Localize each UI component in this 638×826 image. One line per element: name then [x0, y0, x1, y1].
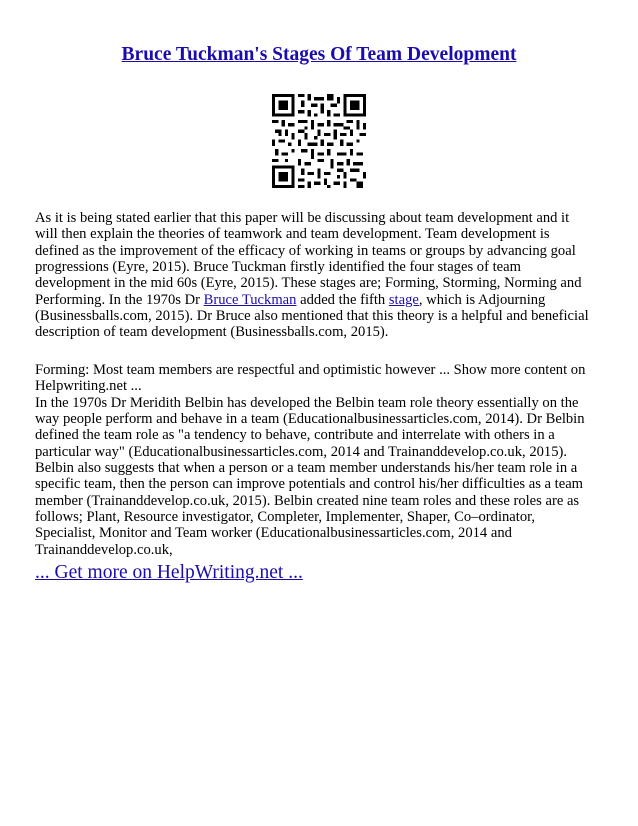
page-title	[0, 43, 638, 67]
get-more-container	[35, 561, 303, 585]
stage-link[interactable]: stage	[388, 291, 419, 308]
belbin-text: In the 1970s Dr Meridith Belbin has developed the Belbin team role theory essentially on the way people perform and behave in a team (Educationalbusinessarticles.com, 2014). Dr Belbin defined the team role as "a tendency to behave, contribute and interrelate with others in a particular way" (Educationalbusinessarticles.com, 2014 and Trainanddevelop.co.uk, 2015). Belbin also suggests that when a person or a team member understands his/her team role in a specific team, then the person can improve potentials and control his/her difficulties as a team member (Trainanddevelop.co.uk, 2015). Belbin created nine team roles and these roles are as follows; Plant, Resource investigator, Completer, Implementer, Shaper, Co–ordinator, Specialist, Monitor and Team worker (Educationalbusinessarticles.com, 2014 and Trainanddevelop.co.uk,	[35, 394, 585, 558]
body-paragraph	[35, 362, 595, 558]
bruce-tuckman-link[interactable]: Bruce Tuckman	[203, 291, 297, 308]
forming-text: Forming: Most team members are respectful and optimistic however ... Show more content on Helpwriting.net ...	[35, 362, 586, 395]
intro-text-1: As it is being stated earlier that this paper will be discussing about team development and it will then explain the theories of teamwork and team development. Team development is defined as the improvement of the efficacy of working in teams or groups by advancing goal progressions (Eyre, 2015). Bruce Tuckman firstly identified the four stages of team development in the mid 60s (Eyre, 2015). These stages are; Forming, Storming, Norming and Performing. In the 1970s Dr	[35, 210, 582, 308]
get-more-link[interactable]: ... Get more on HelpWriting.net ...	[35, 562, 303, 583]
qr-code-icon	[272, 94, 366, 188]
intro-text-2: added the fifth	[296, 291, 389, 308]
title-link[interactable]: Bruce Tuckman's Stages Of Team Development	[121, 44, 517, 65]
intro-text-3: , which is Adjourning (Businessballs.com, 2015). Dr Bruce also mentioned that this theory is a helpful and beneficial description of team development (Businessballs.com, 2015).	[35, 291, 589, 341]
intro-paragraph	[35, 210, 595, 341]
